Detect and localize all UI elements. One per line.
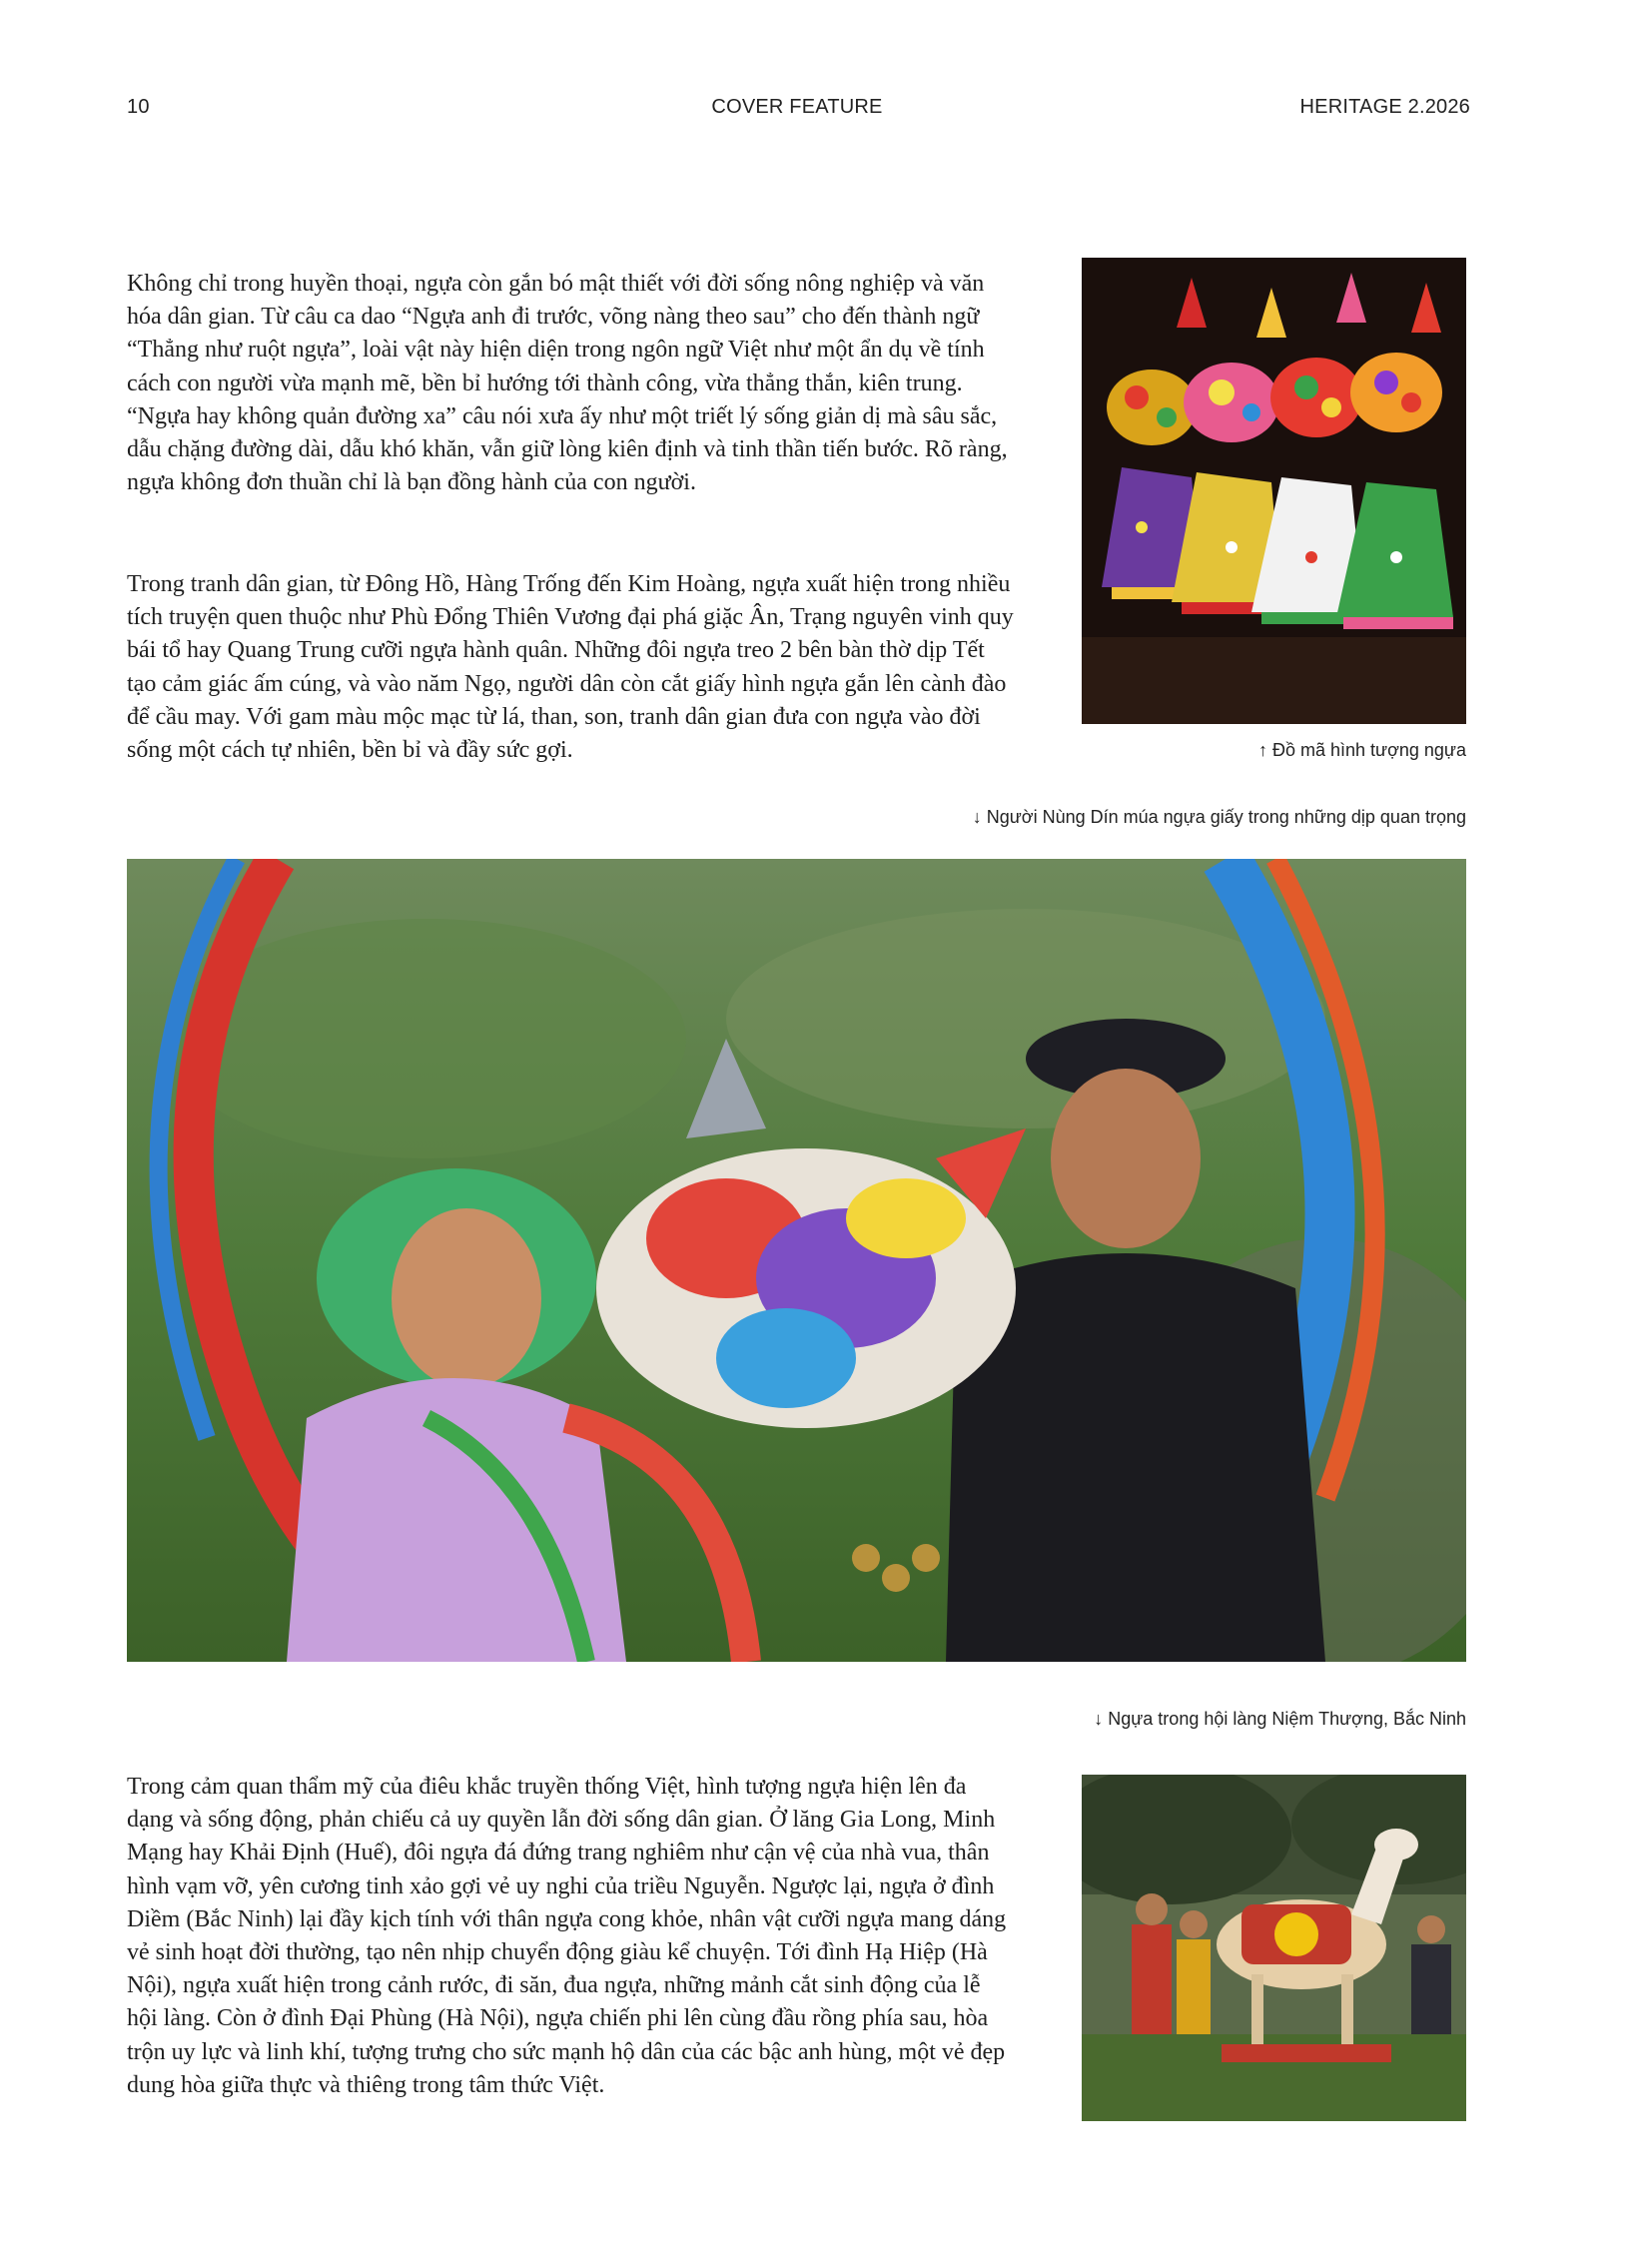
- section-title: COVER FEATURE: [711, 96, 883, 118]
- nung-din-dance-illustration: [127, 859, 1466, 1662]
- page-number: 10: [127, 96, 150, 118]
- caption-votive-horses: ↑ Đồ mã hình tượng ngựa: [1257, 740, 1466, 760]
- nung-din-dance-photo: [127, 859, 1466, 1662]
- caption-nung-din-dance: ↓ Người Nùng Dín múa ngựa giấy trong những dịp quan trọng: [972, 807, 1466, 827]
- village-festival-illustration: [1082, 1775, 1466, 2121]
- body-paragraph-folklore: Không chỉ trong huyền thoại, ngựa còn gắn bó mật thiết với đời sống nông nghiệp và văn hóa dân gian. Từ câu ca dao “Ngựa anh đi trước, võng nàng theo sau” cho đến thành ngữ “Thẳng như ruột ngựa”, loài vật này hiện diện trong ngôn ngữ Việt như một ẩn dụ về tính cách con người vừa mạnh mẽ, bền bỉ hướng tới thành công, vừa thẳng thắn, kiên trung. “Ngựa hay không quản đường xa” câu nói xưa ấy như một triết lý sống giản dị mà sâu sắc, dẫu chặng đường dài, dẫu khó khăn, vẫn giữ lòng kiên định và tinh thần tiến bước. Rõ ràng, ngựa không đơn thuần chỉ là bạn đồng hành của con người.: [127, 271, 1008, 496]
- votive-horses-photo: [1082, 258, 1466, 724]
- body-paragraph-folk-paintings: Trong tranh dân gian, từ Đông Hồ, Hàng Trống đến Kim Hoàng, ngựa xuất hiện trong nhiều tích truyện quen thuộc như Phù Đổng Thiên Vương đại phá giặc Ân, Trạng nguyên vinh quy bái tổ hay Quang Trung cưỡi ngựa hành quân. Những đôi ngựa treo 2 bên bàn thờ dịp Tết tạo cảm giác ấm cúng, và vào năm Ngọ, người dân còn cắt giấy hình ngựa gắn lên cành đào để cầu may. Với gam màu mộc mạc từ lá, than, son, tranh dân gian đưa con ngựa vào đời sống một cách tự nhiên, bền bỉ và đầy sức gợi.: [127, 571, 1014, 764]
- votive-horses-illustration: [1082, 258, 1466, 724]
- body-paragraph-sculpture: Trong cảm quan thẩm mỹ của điêu khắc truyền thống Việt, hình tượng ngựa hiện lên đa dạng và sống động, phản chiếu cả uy quyền lẫn đời sống dân gian. Ở lăng Gia Long, Minh Mạng hay Khải Định (Huế), đôi ngựa đá đứng trang nghiêm như cận vệ của nhà vua, thân hình vạm vỡ, yên cương tinh xảo gợi vẻ uy nghi của triều Nguyễn. Ngược lại, ngựa ở đình Diềm (Bắc Ninh) lại đầy kịch tính với thân ngựa cong khỏe, nhân vật cưỡi ngựa mang dáng vẻ sinh hoạt đời thường, tạo nên nhịp chuyển động giàu kể chuyện. Tới đình Hạ Hiệp (Hà Nội), ngựa xuất hiện trong cảnh rước, đi săn, đua ngựa, những mảnh cắt sinh động của lễ hội làng. Còn ở đình Đại Phùng (Hà Nội), ngựa chiến phi lên cùng đầu rồng phía sau, hòa trộn uy lực và linh khí, tượng trưng cho sức mạnh hộ dân của các bậc anh hùng, một vẻ đẹp dung hòa giữa thực và thiêng trong tâm thức Việt.: [127, 1774, 1007, 2098]
- village-festival-photo: [1082, 1775, 1466, 2121]
- issue-label: HERITAGE 2.2026: [1299, 96, 1470, 118]
- caption-village-festival: ↓ Ngựa trong hội làng Niệm Thượng, Bắc Ninh: [1094, 1709, 1466, 1729]
